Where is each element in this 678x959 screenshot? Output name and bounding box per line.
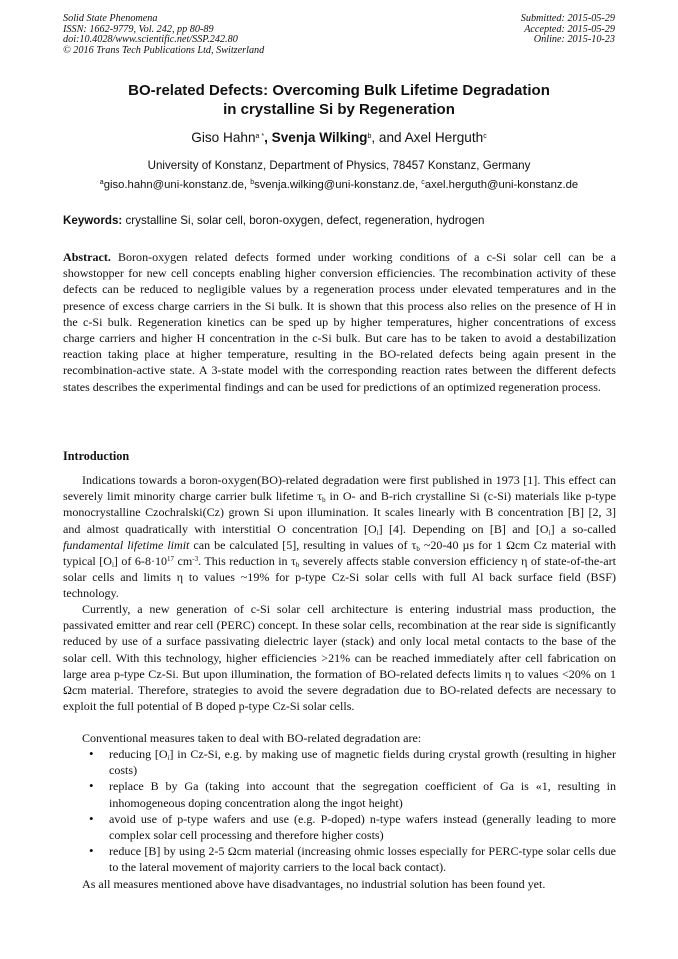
p1-text: ] a so-called bbox=[550, 521, 616, 536]
email-a-marker: a bbox=[99, 179, 104, 186]
author-wilking: , Svenja Wilking bbox=[264, 130, 368, 145]
p1-sub: i bbox=[548, 528, 551, 537]
publication-dates bbox=[521, 14, 615, 46]
author-hahn: Giso Hahn bbox=[191, 130, 256, 145]
email-c-marker: c bbox=[421, 179, 425, 186]
p1-text: Indications towards a boron-oxygen(BO)-related degradation were first published in 1973 [1]. This effect can severely limit minority charge carrier bulk lifetime τ bbox=[63, 473, 616, 504]
author-herguth-affil: c bbox=[483, 133, 487, 140]
accepted-date: Accepted: 2015-05-29 bbox=[524, 23, 615, 35]
p1-emphasis: fundamental lifetime limit bbox=[63, 537, 190, 552]
p1-sub: i bbox=[376, 528, 379, 537]
p1-sup: 17 bbox=[167, 555, 175, 564]
p1-text: in O- and B-rich crystalline Si (c-Si) materials like p-type monocrystalline Czochralski(Cz) grown Si upon illumination. It scales linearly with B concentration [B] [2, 3] and almost quadratically with interstitial O concentration [O bbox=[63, 489, 616, 536]
abstract-label: Abstract. bbox=[63, 250, 111, 264]
affiliation: University of Konstanz, Department of Physics, 78457 Konstanz, Germany bbox=[147, 159, 531, 172]
author-herguth: , and Axel Herguth bbox=[371, 130, 484, 145]
intro-paragraph-1 bbox=[63, 472, 616, 602]
intro-paragraph-3: Conventional measures taken to deal with BO-related degradation are: bbox=[82, 731, 422, 745]
journal-info bbox=[63, 14, 264, 56]
author-emails bbox=[0, 178, 678, 193]
journal-copyright: © 2016 Trans Tech Publications Ltd, Switzerland bbox=[63, 44, 265, 56]
abstract bbox=[63, 249, 616, 395]
journal-name: Solid State Phenomena bbox=[63, 13, 158, 24]
abstract-text: Boron-oxygen related defects formed under working conditions of a c-Si solar cell can be a showstopper for new cell concepts enabling higher conversion efficiencies. The recombination activity of these defects can be reduced to negligible values by a regeneration process under elevated temperatures and in the presence of excess charge carriers in the Si bulk. It is shown that this process also relies on the presence of H in the c-Si bulk. Regeneration kinetics can be sped up by higher temperatures, higher concentrations of excess charge carriers and higher H concentration in the c-Si bulk. But care has to be taken to avoid a destabilization reaction taking place at higher temperature, resulting in the BO-related defects being again present in the recombination-active state. A 3-state model with the corresponding reaction rates between the different defects states describes the experimental findings and can be used for predictions of an optimized regeneration process. bbox=[63, 250, 616, 394]
keywords-text: crystalline Si, solar cell, boron-oxygen, defect, regeneration, hydrogen bbox=[122, 214, 485, 227]
list-item bbox=[109, 843, 616, 875]
title-line-2: in crystalline Si by Regeneration bbox=[223, 101, 455, 118]
journal-issn: ISSN: 1662-9779, Vol. 242, pp 80-89 bbox=[63, 23, 214, 35]
list-item-text: reduce [B] by using 2-5 Ωcm material (increasing ohmic losses especially for PERC-type solar cells due to the lateral movement of majority carriers to the local back contact). bbox=[109, 844, 616, 875]
journal-doi[interactable]: doi:10.4028/www.scientific.net/SSP.242.80 bbox=[63, 34, 238, 46]
p1-text: ~20-40 µs for 1 Ωcm Cz material with typical [O bbox=[63, 537, 616, 569]
title-line-1: BO-related Defects: Overcoming Bulk Lifetime Degradation bbox=[128, 82, 550, 99]
email-hahn[interactable]: giso.hahn@uni-konstanz.de, bbox=[103, 179, 251, 191]
p1-text: can be calculated [5], resulting in values of τ bbox=[189, 537, 417, 552]
list-item-text: avoid use of p-type wafers and use (e.g. P-doped) n-type wafers instead (generally leading to more complex solar cell processing and therefore higher costs) bbox=[109, 811, 616, 843]
author-wilking-affil: b bbox=[367, 133, 372, 140]
p1-sub: i bbox=[111, 561, 114, 570]
list-item-text: reducing [O bbox=[109, 747, 168, 761]
author-list bbox=[0, 129, 678, 147]
list-item-sub: i bbox=[167, 754, 170, 762]
online-date: Online: 2015-10-23 bbox=[533, 34, 615, 46]
paper-title bbox=[0, 81, 678, 119]
p1-text: severely affects stable conversion efficiency η of state-of-the-art solar cells and limits η to values ~19% for p-type Cz-Si solar cells with full Al back surface field (BSF) technology. bbox=[63, 554, 616, 601]
p1-text: ] of 6-8·10 bbox=[113, 554, 168, 569]
author-hahn-affil: a * bbox=[255, 133, 265, 140]
intro-paragraph-2: Currently, a new generation of c-Si solar cell architecture is entering industrial mass production, the passivated emitter and rear cell (PERC) concept. In these solar cells, recombination at the rear side is significantly reduced by use of a surface passivating dielectric layer (stack) and only local metal contacts to the base of the solar cell. With this technology, higher efficiencies >21% can be reached immediately after cell fabrication on large area p-type Cz-Si. But upon illumination, the formation of BO-related defects limits η to values <20% on 1 Ωcm material. Therefore, strategies to avoid the severe degradation due to BO-related defects are necessary to exploit the full potential of B doped p-type Cz-Si solar cells. bbox=[63, 602, 616, 714]
keywords-label: Keywords: bbox=[63, 214, 123, 227]
list-item bbox=[109, 778, 616, 810]
list-item-text: ] in Cz-Si, e.g. by making use of magnetic fields during crystal growth (resulting in higher costs) bbox=[109, 747, 616, 778]
email-wilking[interactable]: svenja.wilking@uni-konstanz.de, bbox=[254, 179, 422, 191]
list-item-text: replace B by Ga (taking into account that the segregation coefficient of Ga is «1, resulting in inhomogeneous doping concentration along the ingot height) bbox=[109, 779, 616, 810]
intro-paragraph-4: As all measures mentioned above have disadvantages, no industrial solution has been found yet. bbox=[82, 877, 546, 891]
list-item bbox=[109, 746, 616, 778]
email-b-marker: b bbox=[250, 179, 255, 186]
p1-text: . This reduction in τ bbox=[198, 554, 296, 569]
introduction-heading: Introduction bbox=[63, 449, 130, 463]
submitted-date: Submitted: 2015-05-29 bbox=[520, 13, 615, 24]
keywords bbox=[63, 213, 619, 228]
p1-sub: b bbox=[322, 496, 326, 505]
p1-sub: b bbox=[416, 544, 420, 553]
p1-sub: b bbox=[295, 561, 300, 570]
p1-text: ] [4]. Depending on [B] and [O bbox=[378, 521, 549, 536]
p1-sup: -3 bbox=[192, 555, 199, 564]
p1-text: cm bbox=[174, 554, 193, 569]
email-herguth[interactable]: axel.herguth@uni-konstanz.de bbox=[424, 179, 579, 191]
measures-list bbox=[63, 746, 616, 876]
list-item bbox=[109, 811, 616, 843]
